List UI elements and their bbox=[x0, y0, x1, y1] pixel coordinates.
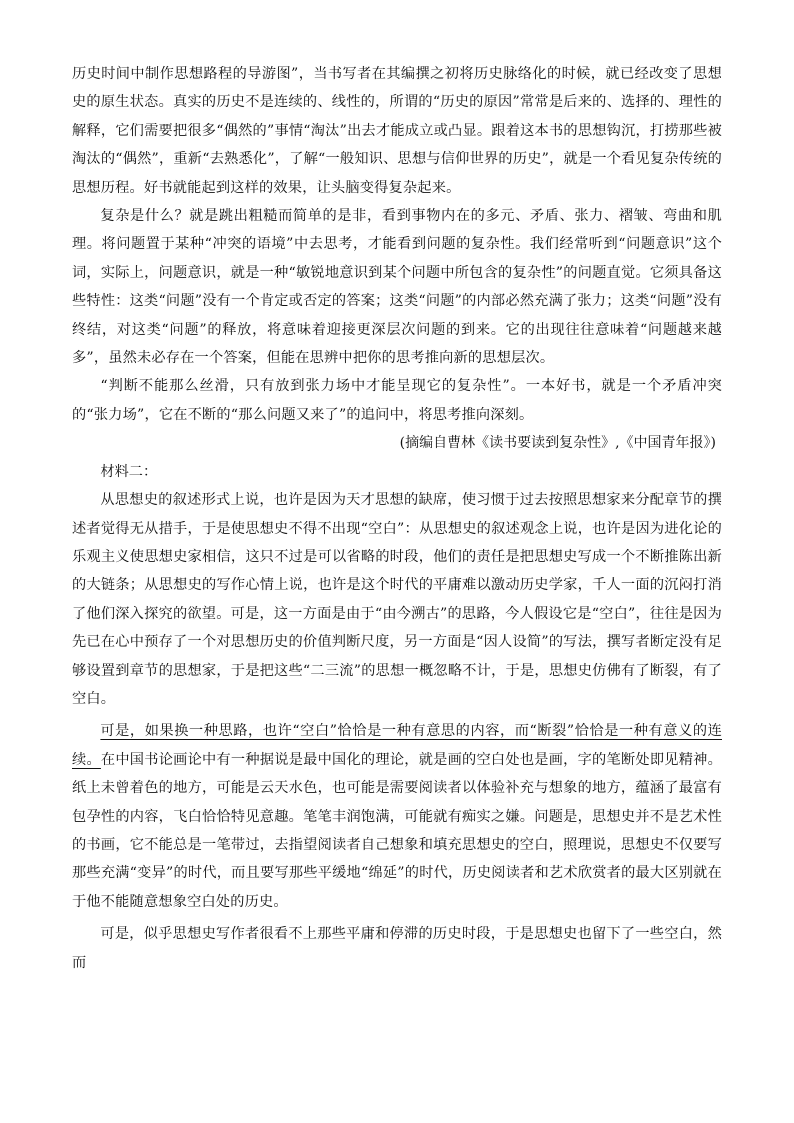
underlined-sentence: 可是，如果换一种思路，也许“空白”恰恰是一种有意思的内容，而“断裂”恰恰是一种有意义的连续。 bbox=[72, 723, 722, 768]
paragraph-4: 从思想史的叙述形式上说，也许是因为天才思想的缺席，使习惯于过去按照思想家来分配章节的撰述者觉得无从措手，于是使思想史不得不出现“空白”：从思想史的叙述观念上说，也许是因为进化论的乐观主义使思想史家相信，这只不过是可以省略的时段，他们的责任是把思想史写成一个不断推陈出新的大链条；从思想史的写作心情上说，也许是这个时代的平庸难以激动历史学家，千人一面的沉闷打消了他们深入探究的欲望。可是，这一方面是由于“由今溯古”的思路，今人假设它是“空白”，往往是因为先已在心中预存了一个对思想历史的价值判断尺度，另一方面是“因人设简”的写法，撰写者断定没有足够设置到章节的思想家，于是把这些“二三流”的思想一概忽略不计，于是，思想史仿佛有了断裂，有了空白。 bbox=[72, 492, 722, 707]
document-page bbox=[72, 60, 722, 977]
source-citation: (摘编自曹林《读书要读到复杂性》,《中国青年报》) bbox=[399, 435, 716, 452]
paragraph-6: 可是，似乎思想史写作者很看不上那些平庸和停滞的历史时段，于是思想史也留下了一些空白，然而 bbox=[72, 926, 722, 971]
material-two-label: 材料二： bbox=[100, 463, 158, 480]
paragraph-5-rest: 在中国书论画论中有一种据说是最中国化的理论，就是画的空白处也是画，字的笔断处即见精神。纸上未曾着色的地方，可能是云天水色，也可能是需要阅读者以体验补充与想象的地方，蕴涵了最富有包孕性的内容，飞白恰恰特见意趣。笔笔丰润饱满，可能就有痴实之嫌。问题是，思想史并不是艺术性的书画，它不能总是一笔带过，去指望阅读者自己想象和填充思想史的空白，照理说，思想史不仅要写那些充满“变异”的时代，而且要写那些平缓地“绵延”的时代，历史阅读者和艺术欣赏者的最大区别就在于他不能随意想象空白处的历史。 bbox=[72, 751, 723, 910]
paragraph-5 bbox=[72, 717, 722, 916]
paragraph-2: 复杂是什么？就是跳出粗糙而简单的是非，看到事物内在的多元、矛盾、张力、褶皱、弯曲和肌理。将问题置于某种“冲突的语境”中去思考，才能看到问题的复杂性。我们经常听到“问题意识”这个词，实际上，问题意识，就是一种“敏锐地意识到某个问题中所包含的复杂性”的问题直觉。它须具备这些特性：这类“问题”没有一个肯定或否定的答案；这类“问题”的内部必然充满了张力；这类“问题”没有终结，对这类“问题”的释放，将意味着迎接更深层次问题的到来。它的出现往往意味着“问题越来越多”，虽然未必存在一个答案，但能在思辨中把你的思考推向新的思想层次。 bbox=[72, 208, 722, 367]
paragraph-3: “判断不能那么丝滑，只有放到张力场中才能呈现它的复杂性”。一本好书，就是一个矛盾冲突的“张力场”，它在不断的“那么问题又来了”的追问中，将思考推向深刻。 bbox=[72, 378, 722, 423]
paragraph-1: 历史时间中制作思想路程的导游图”，当书写者在其编撰之初将历史脉络化的时候，就已经改变了思想史的原生状态。真实的历史不是连续的、线性的，所谓的“历史的原因”常常是后来的、选择的、理性的解释，它们需要把很多“偶然的”事情“淘汰”出去才能成立或凸显。跟着这本书的思想钩沉，打捞那些被淘汰的“偶然”，重新“去熟悉化”，了解“一般知识、思想与信仰世界的历史”，就是一个看见复杂传统的思想历程。好书就能起到这样的效果，让头脑变得复杂起来。 bbox=[72, 66, 722, 196]
